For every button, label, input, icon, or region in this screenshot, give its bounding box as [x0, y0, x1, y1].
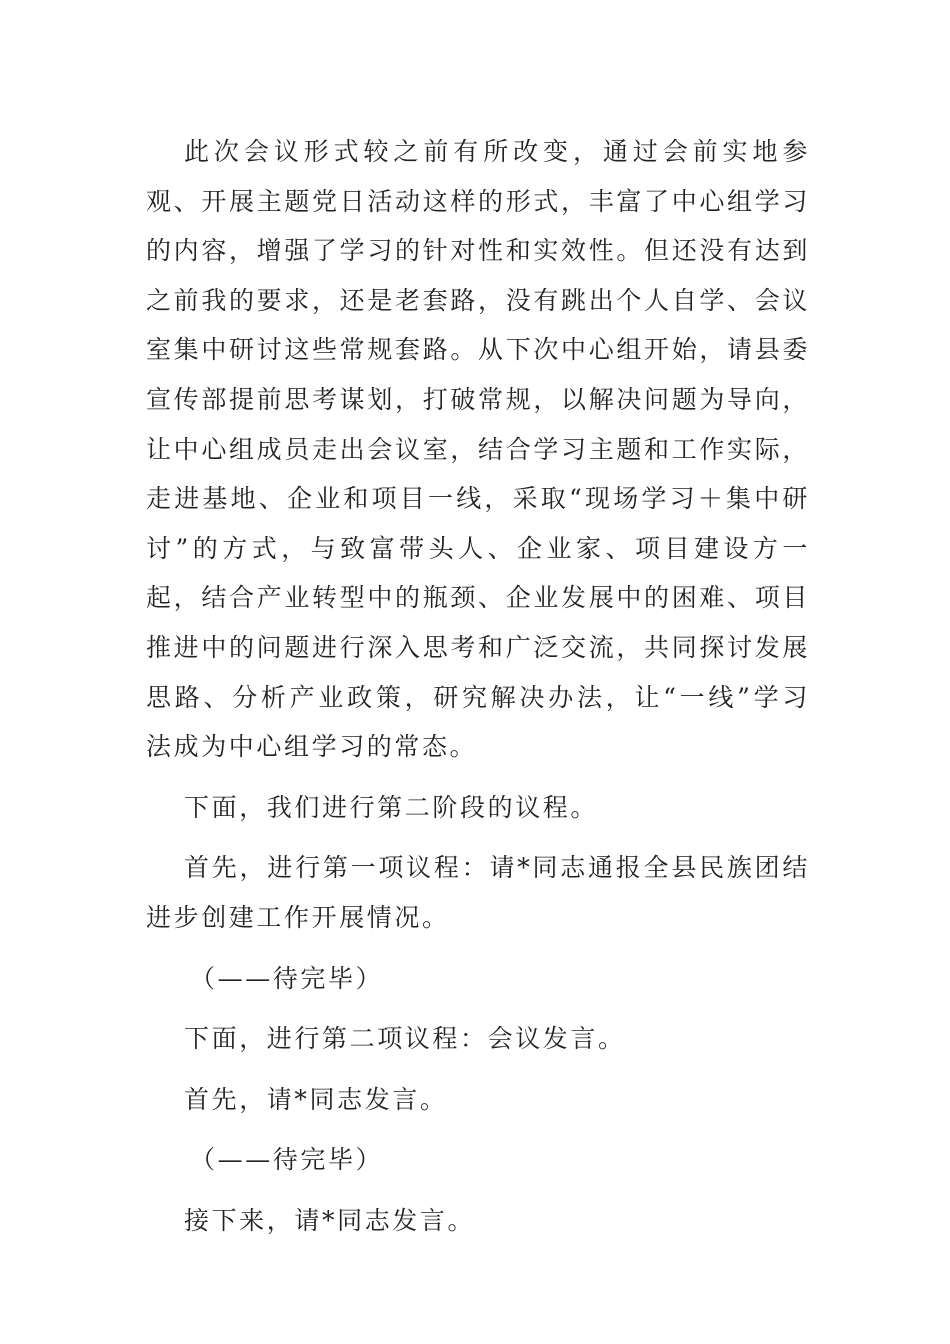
paragraph-second-agenda: 下面，进行第二项议程：会议发言。	[184, 1024, 626, 1054]
paragraph-pending-2: （——待完毕）	[190, 1145, 384, 1175]
document-body	[146, 127, 810, 1245]
paragraph-meeting-review: 此次会议形式较之前有所改变，通过会前实地参观、开展主题党日活动这样的形式，丰富了中心组学习的内容，增强了学习的针对性和实效性。但还没有达到之前我的要求，还是老套路，没有跳出个人自学、会议室集中研讨这些常规套路。从下次中心组开始，请县委宣传部提前思考谋划，打破常规，以解决问题为导向，让中心组成员走出会议室，结合学习主题和工作实际，走进基地、企业和项目一线，采取“现场学习＋集中研讨”的方式，与致富带头人、企业家、项目建设方一起，结合产业转型中的瓶颈、企业发展中的困难、项目推进中的问题进行深入思考和广泛交流，共同探讨发展思路、分析产业政策，研究解决办法，让“一线”学习法成为中心组学习的常态。	[146, 137, 810, 762]
paragraph-second-stage: 下面，我们进行第二阶段的议程。	[184, 792, 599, 822]
paragraph-first-agenda: 首先，进行第一项议程：请*同志通报全县民族团结进步创建工作开展情况。	[146, 853, 810, 932]
paragraph-first-speaker: 首先，请*同志发言。	[184, 1084, 448, 1114]
paragraph-pending-1: （——待完毕）	[190, 963, 384, 993]
paragraph-next-speaker: 接下来，请*同志发言。	[184, 1205, 476, 1235]
